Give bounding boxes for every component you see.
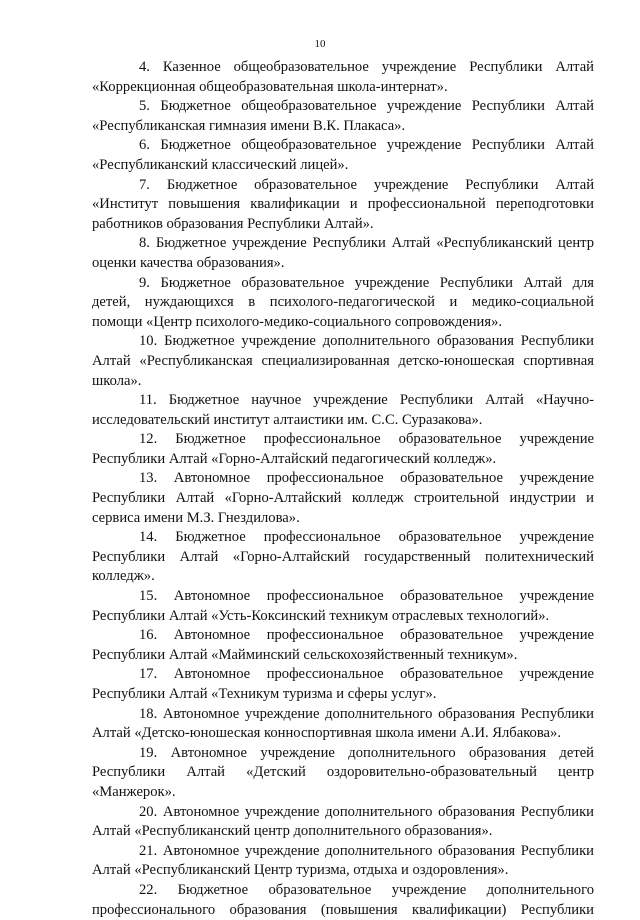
paragraph-line: 21. Автономное учреждение дополнительного образования Республики <box>139 842 594 859</box>
paragraph-line: исследовательский институт алтаистики им. С.С. Суразакова». <box>92 411 483 428</box>
list-item-16 <box>92 626 594 665</box>
paragraph-line: школа». <box>92 372 142 389</box>
paragraph-line: «Манжерок». <box>92 783 176 800</box>
paragraph-line: оценки качества образования». <box>92 254 285 271</box>
list-item-18 <box>92 705 594 744</box>
paragraph-line: 22. Бюджетное образовательное учреждение дополнительного <box>139 881 594 898</box>
paragraph-line: 6. Бюджетное общеобразовательное учреждение Республики Алтай <box>139 137 594 154</box>
paragraph-line: 17. Автономное профессиональное образовательное учреждение <box>139 666 594 683</box>
paragraph-line: «Республиканский классический лицей». <box>92 156 349 173</box>
paragraph-line: Республики Алтай «Горно-Алтайский государственный политехнический <box>92 548 594 565</box>
paragraph-line: Республики Алтай «Техникум туризма и сферы услуг». <box>92 686 437 702</box>
paragraph-line: 4. Казенное общеобразовательное учреждение Республики Алтай <box>139 59 594 75</box>
paragraph-line: Республики Алтай «Усть-Коксинский техникум отраслевых технологий». <box>92 607 550 624</box>
paragraph-line: 13. Автономное профессиональное образовательное учреждение <box>139 470 594 487</box>
paragraph-line: работников образования Республики Алтай». <box>92 215 374 232</box>
paragraph-line: «Республиканская гимназия имени В.К. Плакаса». <box>92 117 406 134</box>
list-item-11 <box>92 391 594 430</box>
paragraph-line: 16. Автономное профессиональное образовательное учреждение <box>139 627 594 644</box>
list-item-21 <box>92 842 594 881</box>
paragraph-line: Республики Алтай «Детский оздоровительно-образовательный центр <box>92 764 594 781</box>
list-item-15 <box>92 587 594 626</box>
list-item-10 <box>92 332 594 391</box>
paragraph-line: 9. Бюджетное образовательное учреждение Республики Алтай для <box>139 274 594 291</box>
paragraph-line: 12. Бюджетное профессиональное образовательное учреждение <box>139 431 594 448</box>
paragraph-line: 7. Бюджетное образовательное учреждение Республики Алтай <box>139 176 594 193</box>
paragraph-line: 10. Бюджетное учреждение дополнительного образования Республики <box>139 333 594 350</box>
page-number: 10 <box>314 38 326 50</box>
paragraph-line: 5. Бюджетное общеобразовательное учреждение Республики Алтай <box>139 98 594 115</box>
list-item-4 <box>92 58 594 97</box>
paragraph-line: Республики Алтай «Горно-Алтайский колледж строительной индустрии и <box>92 490 594 507</box>
paragraph-line: Алтай «Республиканский Центр туризма, отдыха и оздоровления». <box>92 862 509 879</box>
paragraph-line: «Институт повышения квалификации и профессиональной переподготовки <box>92 196 594 213</box>
paragraph-line: сервиса имени М.З. Гнездилова». <box>92 509 300 526</box>
paragraph-line: Алтай «Республиканский центр дополнительного образования». <box>92 823 493 840</box>
list-item-22 <box>92 881 594 920</box>
list-item-7 <box>92 176 594 235</box>
list-item-9 <box>92 274 594 333</box>
paragraph-line: Республики Алтай «Горно-Алтайский педагогический колледж». <box>92 450 497 467</box>
paragraph-line: помощи «Центр психолого-медико-социального сопровождения». <box>92 313 503 330</box>
paragraph-line: 19. Автономное учреждение дополнительного образования детей <box>139 744 594 761</box>
list-item-17 <box>92 665 594 704</box>
paragraph-line: профессионального образования (повышения квалификации) Республики <box>92 901 594 918</box>
paragraph-line: «Коррекционная общеобразовательная школа-интернат». <box>92 78 448 95</box>
paragraph-line: 11. Бюджетное научное учреждение Республики Алтай «Научно- <box>139 392 594 409</box>
list-item-5 <box>92 97 594 136</box>
list-item-6 <box>92 136 594 175</box>
list-item-12 <box>92 430 594 469</box>
list-item-8 <box>92 234 594 273</box>
document-body <box>92 58 594 920</box>
paragraph-line: 15. Автономное профессиональное образовательное учреждение <box>139 588 594 605</box>
paragraph-line: Алтай «Детско-юношеская конноспортивная школа имени А.И. Ялбакова». <box>92 725 561 742</box>
list-item-19 <box>92 744 594 803</box>
paragraph-line: колледж». <box>92 568 155 585</box>
paragraph-line: 20. Автономное учреждение дополнительного образования Республики <box>139 803 594 820</box>
paragraph-line: 18. Автономное учреждение дополнительного образования Республики <box>139 705 594 722</box>
list-item-20 <box>92 803 594 842</box>
list-item-13 <box>92 469 594 528</box>
paragraph-line: 14. Бюджетное профессиональное образовательное учреждение <box>139 529 594 546</box>
list-item-14 <box>92 528 594 587</box>
paragraph-line: детей, нуждающихся в психолого-педагогической и медико-социальной <box>92 294 594 311</box>
paragraph-line: 8. Бюджетное учреждение Республики Алтай «Республиканский центр <box>139 235 594 252</box>
paragraph-line: Республики Алтай «Майминский сельскохозяйственный техникум». <box>92 646 518 663</box>
paragraph-line: Алтай «Республиканская специализированная детско-юношеская спортивная <box>92 352 594 369</box>
